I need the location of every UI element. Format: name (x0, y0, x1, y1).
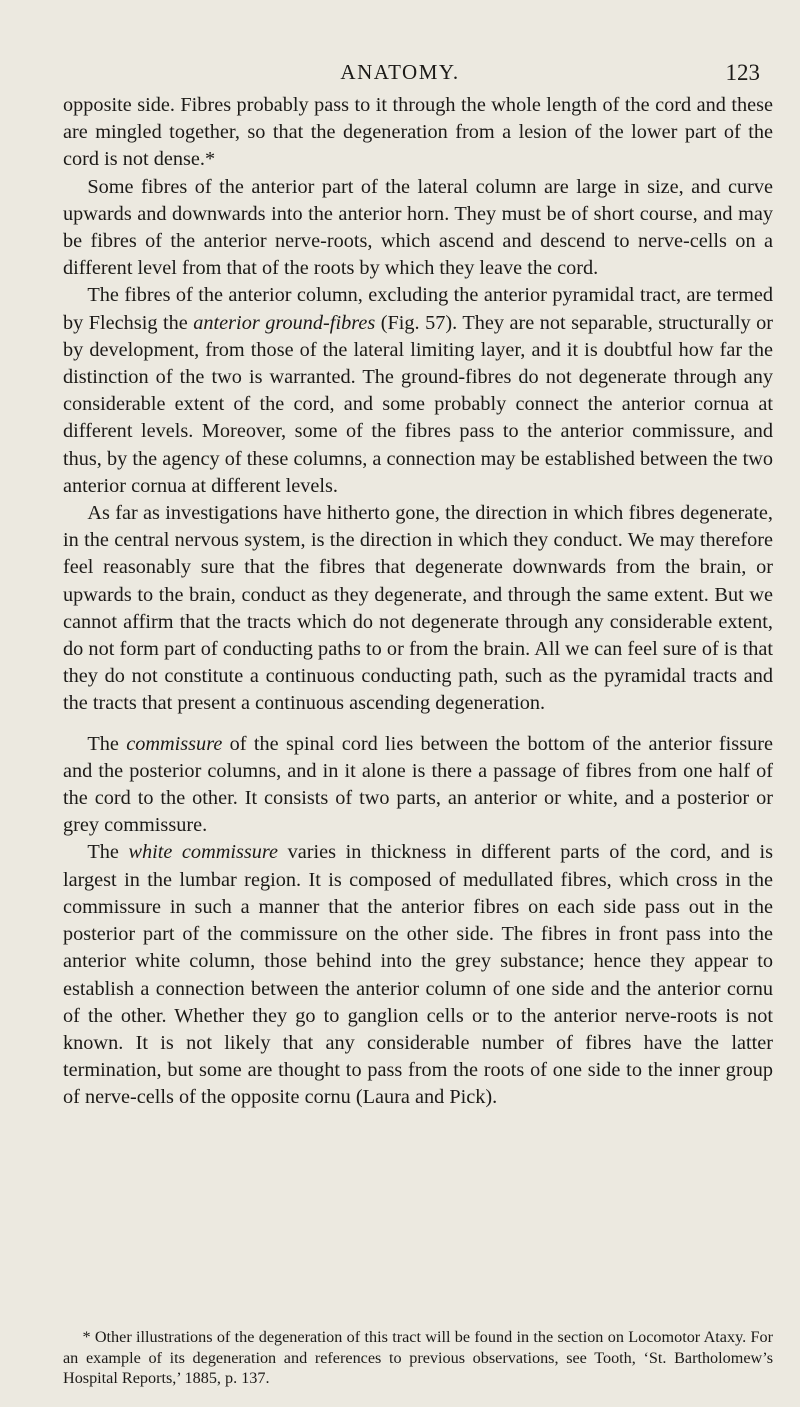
paragraph: As far as investigations have hitherto gone, the direction in which fibres degenerate, in the central nervous system, is the direction in which they conduct. We may therefore feel reasonably sure that the fibres that degenerate downwards from the brain, or upwards to the brain, conduct as they degenerate, and through the same extent. But we cannot affirm that the tracts which do not degenerate through any considerable extent, do not form part of conducting paths to or from the brain. All we can feel sure of is that they do not constitute a continuous conducting path, such as the pyramidal tracts and the tracts that present a continuous ascending degeneration. (63, 502, 773, 715)
text-run: The (87, 841, 129, 864)
text-run: of the spinal cord lies between the bottom of the anterior fissure and the posterior columns, and in it alone is there a passage of fibres from one half of the cord to the other. It consists of two parts, an anterior or white, and a posterior or grey commissure. (63, 732, 773, 837)
text-run: varies in thickness in different parts of the cord, and is largest in the lumbar region. It is composed of medullated fibres, which cross in the commissure in such a manner that the anterior fibres on each side pass out in the posterior part of the commissure on the other side. The fibres in front pass into the anterior white column, those behind into the grey substance; hence they appear to establish a connection between the anterior column of one side and the anterior cornu of the other. Whether they go to ganglion cells or to the anterior nerve-roots is not known. It is not likely that any considerable number of fibres have the latter termination, but some are thought to pass from the roots of one side to the inner group of nerve-cells of the opposite cornu (Laura and Pick). (63, 841, 773, 1109)
text-run: The fibres of the anterior column, excluding the anterior pyramidal tract, are termed by Flechsig the (63, 284, 773, 334)
paragraph (63, 839, 773, 1111)
emphasis-term: white commissure (128, 841, 279, 864)
emphasis-term: anterior ground-fibres (193, 311, 376, 334)
emphasis-term: commissure (126, 732, 223, 755)
page-header (0, 60, 800, 92)
paragraph (63, 282, 773, 500)
paragraph: opposite side. Fibres probably pass to it through the whole length of the cord and these are mingled together, so that the degeneration from a lesion of the lower part of the cord is not dense.* (63, 94, 773, 171)
footnote: * Other illustrations of the degeneration of this tract will be found in the section on Locomotor Ataxy. For an example of its degeneration and references to previous observations, see Tooth, ‘St. Bartholomew’s Hospital Reports,’ 1885, p. 137. (63, 1328, 773, 1387)
page-number: 123 (725, 60, 760, 85)
paragraph: Some fibres of the anterior part of the lateral column are large in size, and curve upwards and downwards into the anterior horn. They must be of short course, and may be fibres of the anterior nerve-roots, which ascend and descend to nerve-cells on a different level from that of the roots by which they leave the cord. (63, 175, 773, 280)
running-title: ANATOMY. (340, 60, 460, 84)
body-text (63, 92, 773, 1112)
text-run: (Fig. 57). They are not separable, structurally or by development, from those of the lateral limiting layer, and it is doubtful how far the distinction of the two is warranted. The ground-fibres do not degenerate through any considerable extent of the cord, and some probably connect the anterior cornua at different levels. Moreover, some of the fibres pass to the anterior commissure, and thus, by the agency of these columns, a connection may be established between the two anterior cornua at different levels. (63, 311, 774, 497)
paragraph (63, 731, 773, 840)
text-run: The (87, 732, 127, 755)
